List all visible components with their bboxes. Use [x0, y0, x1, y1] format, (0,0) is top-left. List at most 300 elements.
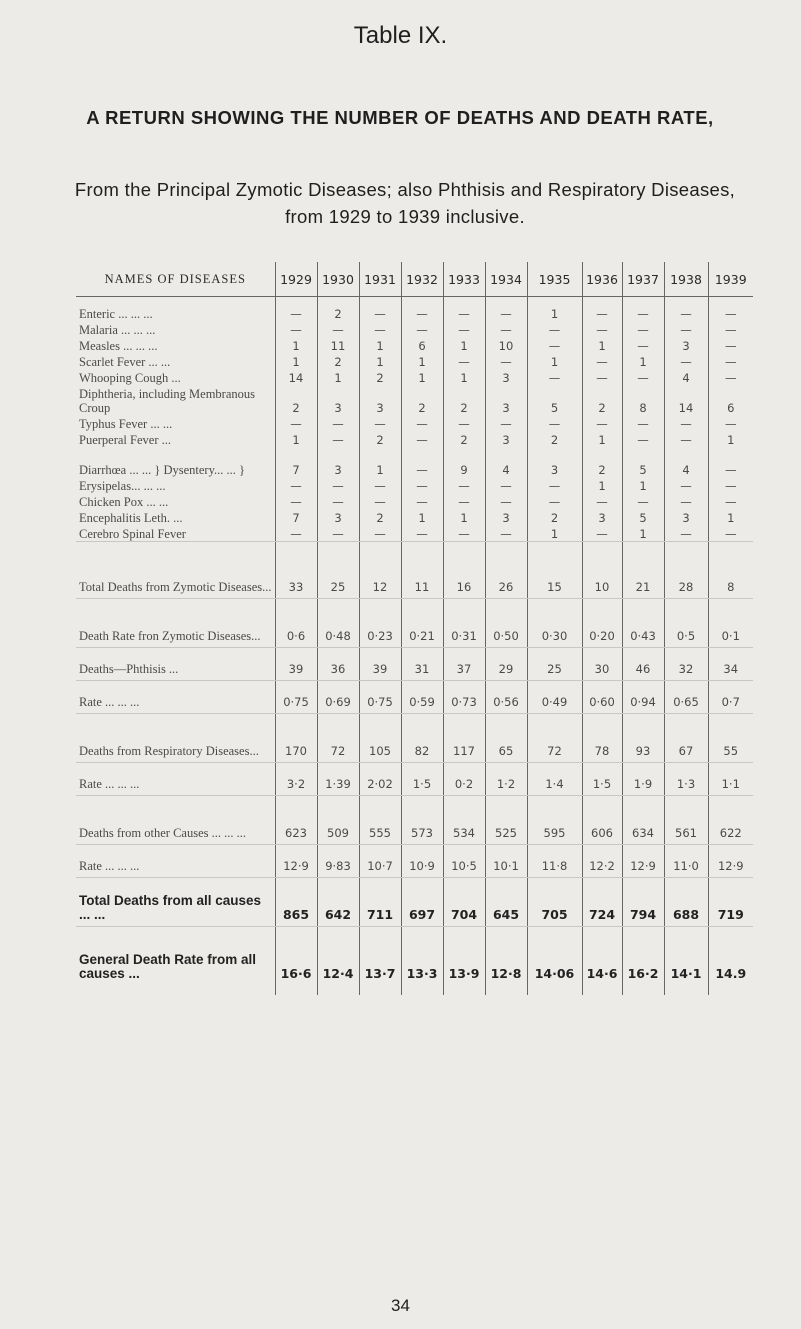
table-cell: —: [359, 493, 401, 509]
table-cell: 170: [275, 714, 317, 763]
row-label: Measles ... ... ...: [76, 337, 275, 353]
table-cell: 12·9: [275, 845, 317, 878]
table-cell: 9·83: [317, 845, 359, 878]
table-cell: 622: [708, 796, 753, 845]
table-cell: 8: [708, 542, 753, 599]
table-cell: 2: [443, 385, 485, 415]
table-cell: 1: [527, 297, 582, 322]
row-label: Encephalitis Leth. ...: [76, 509, 275, 525]
disease-row: [76, 447, 753, 477]
table-cell: —: [582, 415, 622, 431]
table-cell: 865: [275, 878, 317, 927]
table-cell: 10: [582, 542, 622, 599]
year-header: 1933: [443, 262, 485, 297]
table-cell: 1: [359, 337, 401, 353]
table-cell: 4: [485, 447, 527, 477]
table-cell: 1·5: [401, 763, 443, 796]
table-cell: 26: [485, 542, 527, 599]
table-cell: 2: [527, 509, 582, 525]
disease-row: [76, 337, 753, 353]
table-cell: 2: [317, 353, 359, 369]
table-cell: —: [725, 323, 737, 337]
table-cell: 14: [664, 385, 708, 415]
table-cell: 525: [485, 796, 527, 845]
table-cell: 1·3: [664, 763, 708, 796]
disease-row: [76, 321, 753, 337]
table-cell: 1: [275, 353, 317, 369]
page-number: 34: [391, 1296, 410, 1315]
table-cell: 0·2: [443, 763, 485, 796]
table-cell: 0·73: [443, 681, 485, 714]
row-label: Total Deaths from all causes ... ...: [76, 878, 275, 927]
summary-row: [76, 542, 753, 599]
row-label: Scarlet Fever ... ...: [76, 353, 275, 369]
table-cell: 3·2: [275, 763, 317, 796]
table-cell: —: [664, 477, 708, 493]
table-cell: —: [485, 353, 527, 369]
table-cell: 1·5: [582, 763, 622, 796]
table-cell: 561: [664, 796, 708, 845]
table-cell: 3: [359, 385, 401, 415]
table-cell: —: [485, 493, 527, 509]
table-cell: 7: [275, 509, 317, 525]
table-cell: 534: [443, 796, 485, 845]
row-label: Rate ... ... ...: [76, 845, 275, 878]
table-cell: 11·8: [527, 845, 582, 878]
row-label: Whooping Cough ...: [76, 369, 275, 385]
table-cell: 634: [622, 796, 664, 845]
table-cell: —: [725, 355, 737, 369]
table-cell: 3: [317, 509, 359, 525]
table-cell: 1: [443, 337, 485, 353]
table-cell: 65: [485, 714, 527, 763]
table-cell: 34: [708, 648, 753, 681]
table-cell: 0·49: [527, 681, 582, 714]
table-cell: —: [485, 297, 527, 322]
table-cell: 12·9: [622, 845, 664, 878]
table-cell: —: [527, 337, 582, 353]
table-cell: —: [527, 477, 582, 493]
row-label: Deaths from Respiratory Diseases...: [76, 714, 275, 763]
table-cell: 1: [527, 353, 582, 369]
table-cell: —: [725, 339, 737, 353]
table-cell: 0·20: [582, 599, 622, 648]
disease-row: [76, 297, 753, 322]
table-cell: 5: [622, 509, 664, 525]
table-cell: 1: [275, 431, 317, 447]
table-cell: —: [275, 477, 317, 493]
table-cell: 25: [527, 648, 582, 681]
table-cell: —: [527, 369, 582, 385]
row-label: Diphtheria, including Membranous Croup: [76, 385, 275, 415]
table-cell: 0·6: [275, 599, 317, 648]
table-cell: 606: [582, 796, 622, 845]
table-cell: 3: [485, 385, 527, 415]
table-cell: 21: [622, 542, 664, 599]
table-cell: 2: [401, 385, 443, 415]
table-title: Table IX.: [353, 22, 448, 49]
table-cell: 3: [485, 431, 527, 447]
table-cell: 595: [527, 796, 582, 845]
table-cell: 1: [527, 525, 582, 542]
table-cell: —: [359, 525, 401, 542]
table-cell: 3: [527, 447, 582, 477]
table-cell: —: [725, 417, 737, 431]
summary-row: [76, 878, 753, 927]
table-cell: 33: [275, 542, 317, 599]
row-label: Enteric ... ... ...: [76, 297, 275, 322]
table-cell: 3: [485, 369, 527, 385]
table-cell: —: [708, 525, 753, 542]
table-cell: 3: [582, 509, 622, 525]
table-cell: —: [622, 321, 664, 337]
table-cell: 14: [275, 369, 317, 385]
table-cell: 645: [485, 878, 527, 927]
table-cell: —: [317, 431, 359, 447]
table-cell: —: [443, 297, 485, 322]
table-cell: 0·5: [664, 599, 708, 648]
table-cell: —: [317, 493, 359, 509]
table-cell: 13·9: [443, 927, 485, 996]
table-cell: —: [725, 495, 737, 509]
table-cell: 2: [359, 431, 401, 447]
table-heading: A RETURN SHOWING THE NUMBER OF DEATHS AND DEATH RATE,: [86, 107, 714, 128]
table-cell: 8: [622, 385, 664, 415]
table-cell: 25: [317, 542, 359, 599]
summary-row: [76, 599, 753, 648]
table-cell: —: [275, 321, 317, 337]
table-cell: 1·9: [622, 763, 664, 796]
table-cell: 12·2: [582, 845, 622, 878]
table-cell: 0·75: [359, 681, 401, 714]
table-cell: 36: [317, 648, 359, 681]
row-label: Typhus Fever ... ...: [76, 415, 275, 431]
table-cell: 30: [582, 648, 622, 681]
table-cell: 2: [317, 297, 359, 322]
table-cell: 82: [401, 714, 443, 763]
row-label: Chicken Pox ... ...: [76, 493, 275, 509]
table-cell: 1: [359, 353, 401, 369]
table-cell: 37: [443, 648, 485, 681]
table-cell: 10: [485, 337, 527, 353]
year-header: 1930: [317, 262, 359, 297]
table-cell: 12·9: [708, 845, 753, 878]
table-cell: —: [582, 297, 622, 322]
table-cell: —: [401, 431, 443, 447]
year-header: 1931: [359, 262, 401, 297]
table-subheading: From the Principal Zymotic Diseases; also Phthisis and Respiratory Diseases, from 1929 to 1939 inclusive.: [74, 179, 736, 227]
row-label: Deaths from other Causes ... ... ...: [76, 796, 275, 845]
table-cell: 704: [443, 878, 485, 927]
table-cell: —: [359, 297, 401, 322]
table-cell: 0·31: [443, 599, 485, 648]
table-cell: —: [317, 415, 359, 431]
table-cell: 623: [275, 796, 317, 845]
table-cell: —: [527, 493, 582, 509]
disease-row: [76, 493, 753, 509]
table-cell: —: [443, 415, 485, 431]
table-cell: 4: [664, 447, 708, 477]
row-label: Diarrhœa ... ... } Dysentery... ... }: [76, 447, 275, 477]
summary-row: [76, 681, 753, 714]
table-cell: 0·23: [359, 599, 401, 648]
table-cell: 14·1: [664, 927, 708, 996]
table-cell: 642: [317, 878, 359, 927]
table-cell: 0·59: [401, 681, 443, 714]
table-cell: 705: [527, 878, 582, 927]
table-cell: 2: [582, 385, 622, 415]
row-label: Death Rate fron Zymotic Diseases...: [76, 599, 275, 648]
table-cell: —: [725, 371, 737, 385]
table-cell: 1: [727, 433, 735, 447]
table-cell: 67: [664, 714, 708, 763]
year-header: 1939: [708, 262, 753, 297]
table-cell: 28: [664, 542, 708, 599]
table-cell: —: [622, 369, 664, 385]
disease-row: [76, 385, 753, 415]
table-cell: —: [401, 415, 443, 431]
table-cell: —: [401, 297, 443, 322]
table-cell: 555: [359, 796, 401, 845]
table-cell: —: [527, 415, 582, 431]
table-cell: 46: [622, 648, 664, 681]
disease-row: [76, 525, 753, 542]
table-cell: —: [443, 353, 485, 369]
row-label: Total Deaths from Zymotic Diseases...: [76, 542, 275, 599]
table-cell: 0·21: [401, 599, 443, 648]
disease-row: [76, 353, 753, 369]
table-cell: 0·50: [485, 599, 527, 648]
table-cell: 1: [317, 369, 359, 385]
table-cell: 10·7: [359, 845, 401, 878]
table-cell: 1: [727, 511, 735, 525]
summary-row: [76, 763, 753, 796]
table-cell: 55: [708, 714, 753, 763]
table-cell: 1: [582, 337, 622, 353]
table-cell: —: [443, 321, 485, 337]
row-label: Rate ... ... ...: [76, 763, 275, 796]
table-cell: —: [664, 321, 708, 337]
table-cell: 3: [485, 509, 527, 525]
deaths-table: [76, 262, 753, 995]
table-cell: 0·7: [708, 681, 753, 714]
table-cell: 0·65: [664, 681, 708, 714]
table-cell: 3: [664, 337, 708, 353]
table-cell: 78: [582, 714, 622, 763]
table-cell: 0·75: [275, 681, 317, 714]
table-cell: 1: [622, 353, 664, 369]
table-cell: 72: [527, 714, 582, 763]
table-cell: 1·4: [527, 763, 582, 796]
table-cell: —: [401, 525, 443, 542]
table-cell: 1·2: [485, 763, 527, 796]
table-cell: 6: [401, 337, 443, 353]
table-cell: —: [622, 415, 664, 431]
table-cell: —: [664, 493, 708, 509]
row-label: Deaths—Phthisis ...: [76, 648, 275, 681]
table-cell: —: [664, 297, 708, 322]
table-cell: 72: [317, 714, 359, 763]
table-cell: 0·1: [708, 599, 753, 648]
table-cell: 711: [359, 878, 401, 927]
table-cell: 2: [359, 369, 401, 385]
table-cell: 688: [664, 878, 708, 927]
table-cell: 1·1: [708, 763, 753, 796]
table-cell: —: [622, 431, 664, 447]
row-label: Cerebro Spinal Fever: [76, 525, 275, 542]
summary-row: [76, 648, 753, 681]
table-cell: 697: [401, 878, 443, 927]
row-label: Malaria ... ... ...: [76, 321, 275, 337]
table-cell: —: [582, 493, 622, 509]
table-cell: 0·69: [317, 681, 359, 714]
table-cell: 0·56: [485, 681, 527, 714]
table-cell: —: [725, 463, 737, 477]
table-cell: —: [317, 477, 359, 493]
table-cell: 14·06: [527, 927, 582, 996]
table-cell: —: [485, 415, 527, 431]
header-row: [76, 262, 753, 297]
table-cell: —: [443, 477, 485, 493]
table-cell: 39: [275, 648, 317, 681]
row-label: General Death Rate from all causes ...: [76, 927, 275, 996]
table-cell: 10·1: [485, 845, 527, 878]
table-cell: —: [275, 525, 317, 542]
table-cell: —: [622, 297, 664, 322]
summary-row: [76, 845, 753, 878]
table-cell: 2: [527, 431, 582, 447]
table-cell: —: [359, 321, 401, 337]
table-cell: 16·2: [622, 927, 664, 996]
table-cell: 39: [359, 648, 401, 681]
table-cell: 1: [622, 477, 664, 493]
table-cell: 11: [401, 542, 443, 599]
disease-row: [76, 477, 753, 493]
table-cell: 2: [582, 447, 622, 477]
table-cell: —: [725, 307, 737, 321]
table-cell: 1: [443, 509, 485, 525]
table-cell: 3: [664, 509, 708, 525]
table-cell: 1: [443, 369, 485, 385]
table-cell: —: [401, 447, 443, 477]
table-cell: 11: [317, 337, 359, 353]
table-cell: 14·6: [582, 927, 622, 996]
table-cell: 6: [727, 401, 735, 415]
table-cell: 12·4: [317, 927, 359, 996]
year-header: 1936: [582, 262, 622, 297]
table-cell: 9: [443, 447, 485, 477]
table-cell: —: [582, 353, 622, 369]
table-cell: —: [317, 321, 359, 337]
table-cell: —: [725, 479, 737, 493]
table-cell: 14.9: [715, 966, 747, 981]
table-cell: 12: [359, 542, 401, 599]
table-cell: —: [622, 337, 664, 353]
year-header: 1937: [622, 262, 664, 297]
table-cell: —: [359, 415, 401, 431]
table-cell: 3: [317, 447, 359, 477]
table-cell: 13·7: [359, 927, 401, 996]
table-cell: 16·6: [275, 927, 317, 996]
table-cell: 4: [664, 369, 708, 385]
table-cell: 12·8: [485, 927, 527, 996]
table-cell: —: [485, 477, 527, 493]
year-header: 1932: [401, 262, 443, 297]
table-cell: 0·43: [622, 599, 664, 648]
table-cell: 1: [401, 509, 443, 525]
table-cell: —: [401, 493, 443, 509]
table-cell: —: [275, 493, 317, 509]
table-cell: 3: [317, 385, 359, 415]
table-cell: —: [359, 477, 401, 493]
disease-row: [76, 431, 753, 447]
table-cell: —: [664, 415, 708, 431]
table-cell: 1: [622, 525, 664, 542]
table-cell: 32: [664, 648, 708, 681]
table-cell: 16: [443, 542, 485, 599]
table-cell: —: [401, 477, 443, 493]
table-cell: 0·30: [527, 599, 582, 648]
table-cell: 509: [317, 796, 359, 845]
table-cell: 10·9: [401, 845, 443, 878]
year-header: 1934: [485, 262, 527, 297]
table-cell: 2·02: [359, 763, 401, 796]
row-label: Rate ... ... ...: [76, 681, 275, 714]
table-cell: —: [622, 493, 664, 509]
table-cell: 719: [708, 878, 753, 927]
year-header: 1935: [527, 262, 582, 297]
table-cell: 2: [275, 385, 317, 415]
table-cell: 7: [275, 447, 317, 477]
table-cell: 5: [527, 385, 582, 415]
table-cell: 1: [275, 337, 317, 353]
row-label: Puerperal Fever ...: [76, 431, 275, 447]
table-cell: 0·60: [582, 681, 622, 714]
table-cell: 31: [401, 648, 443, 681]
table-cell: 29: [485, 648, 527, 681]
row-label: Erysipelas... ... ...: [76, 477, 275, 493]
names-column-header: NAMES OF DISEASES: [76, 262, 275, 297]
table-cell: —: [582, 321, 622, 337]
table-cell: —: [401, 321, 443, 337]
table-cell: 573: [401, 796, 443, 845]
table-cell: 93: [622, 714, 664, 763]
table-cell: 794: [622, 878, 664, 927]
table-cell: 1: [359, 447, 401, 477]
table-cell: —: [664, 431, 708, 447]
table-cell: —: [317, 525, 359, 542]
table-cell: 724: [582, 878, 622, 927]
disease-row: [76, 369, 753, 385]
table-cell: 10·5: [443, 845, 485, 878]
table-cell: 5: [622, 447, 664, 477]
table-cell: —: [582, 369, 622, 385]
table-cell: 1: [582, 431, 622, 447]
table-cell: 117: [443, 714, 485, 763]
disease-row: [76, 509, 753, 525]
table-cell: —: [582, 525, 622, 542]
table-cell: 1·39: [317, 763, 359, 796]
table-cell: —: [443, 525, 485, 542]
table-cell: 2: [359, 509, 401, 525]
table-cell: 2: [443, 431, 485, 447]
summary-row: [76, 714, 753, 763]
table-cell: 1: [401, 369, 443, 385]
disease-row: [76, 415, 753, 431]
table-cell: —: [275, 415, 317, 431]
table-cell: 1: [582, 477, 622, 493]
table-cell: 0·48: [317, 599, 359, 648]
